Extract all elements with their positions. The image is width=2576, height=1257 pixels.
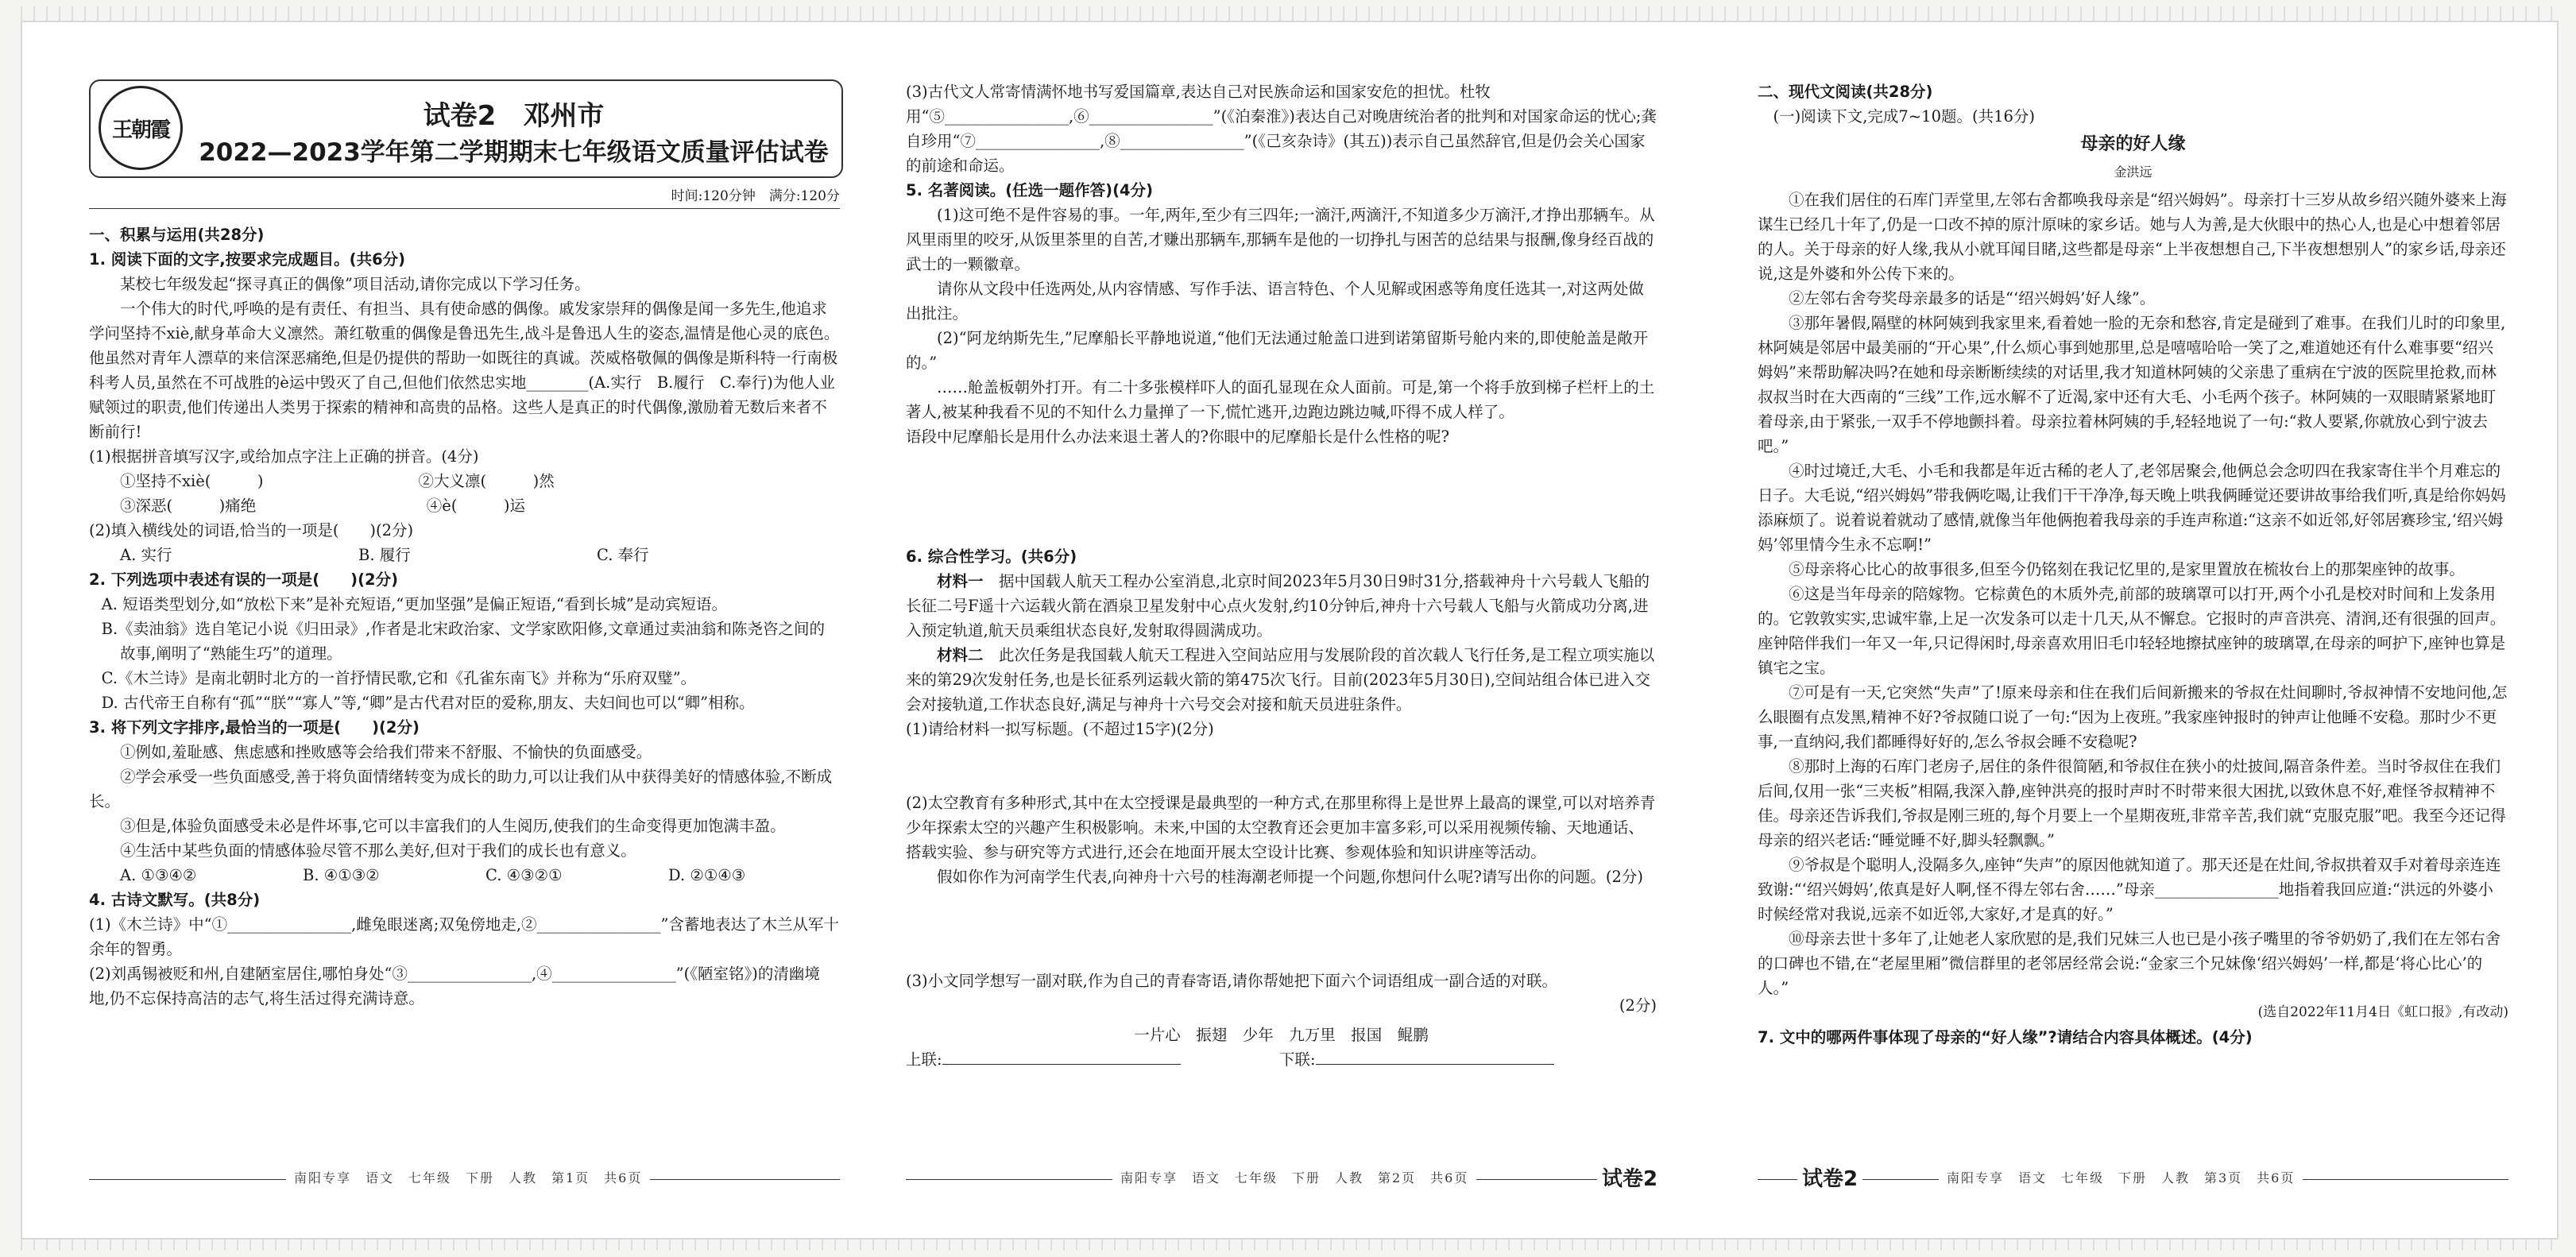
question-title: 3. 将下列文字排序,最恰当的一项是( )(2分) [89, 718, 420, 737]
sub-question: (1)《木兰诗》中“①________________,雌兔眼迷离;双兔傍地走,②________________”含蓄地表达了木兰从军十余年的智勇。 [89, 915, 840, 958]
section-heading: 一、积累与运用(共28分) [89, 226, 265, 244]
top-border-decoration [21, 6, 2555, 21]
sub-question: (1)请给材料一拟写标题。(不超过15字)(2分) [906, 720, 1214, 738]
essay-title: 母亲的好人缘 [2080, 134, 2186, 154]
exam-tag: 试卷2 [1797, 1162, 1862, 1192]
sub-question: (3)小文同学想写一副对联,作为自己的青春寄语,请你帮她把下面六个词语组成一副合适的对联。 [906, 972, 1558, 990]
option: A. ①③④② [120, 866, 197, 884]
answer-space[interactable] [906, 741, 1657, 791]
question-title: 6. 综合性学习。(共6分) [906, 547, 1077, 566]
essay-paragraph: ⑧那时上海的石库门老房子,居住的条件很简陋,和爷叔住在狭小的灶披间,隔音条件差。当时爷叔住在我们后间,仅用一张“三夹板”相隔,我深入静,座钟洪亮的报时声时不时带来很大困扰,以致休息不好,难怪爷叔精神不佳。母亲还告诉我们,爷叔是刚三班的,每个月要上一个星期夜班,非常辛苦,我们就“克服克服”吧。我至今还记得母亲的绍兴老话:“睡觉睡不好,脚头轻飘飘。” [1758, 757, 2506, 849]
option: B. 履行 [358, 546, 411, 564]
question-title: 2. 下列选项中表述有误的一项是( )(2分) [89, 570, 398, 589]
option: C. 奉行 [597, 546, 649, 564]
paragraph: 请你从文段中任选两处,从内容情感、写作手法、语言特色、个人见解或困惑等角度任选其一,对这两处做出批注。 [906, 280, 1644, 323]
essay-author: 金洪远 [2114, 164, 2152, 180]
sub-question: (2)刘禹锡被贬和州,自建陋室居住,哪怕身处“③________________,④________________”(《陋室铭》)的清幽境地,仍不忘保持高洁的志气,将生活过得充满诗意。 [89, 965, 820, 1008]
essay-paragraph: ④时过境迁,大毛、小毛和我都是年近古稀的老人了,老邻居聚会,他俩总会念叨四在我家寄住半个月难忘的日子。大毛说,“绍兴姆妈”带我俩吃喝,让我们干干净净,每天晚上哄我俩睡觉还要讲故事给我们听,真是给你妈妈添麻烦了。说着说着就动了感情,就像当年他俩抱着我母亲的手连声称道:“这亲不如近邻,好邻居赛珍宝,‘绍兴姆妈’邻里情今生永不忘啊!” [1758, 462, 2506, 554]
paragraph: 某校七年级发起“探寻真正的偶像”项目活动,请你完成以下学习任务。 [120, 275, 590, 293]
exam-header [89, 79, 843, 178]
sentence: ③但是,体验负面感受未必是件坏事,它可以丰富我们的人生阅历,使我们的生命变得更加饱满丰盈。 [120, 817, 786, 835]
paragraph: ……舱盖板朝外打开。有二十多张模样吓人的面孔显现在众人面前。可是,第一个将手放到梯子栏杆上的土著人,被某种我看不见的不知什么力量掸了一下,慌忙逃开,边跑边跳边喊,吓得不成人样了。 [906, 378, 1655, 421]
essay-paragraph: ⑤母亲将心比心的故事很多,但至今仍铭刻在我记忆里的,是家里置放在梳妆台上的那架座钟的故事。 [1789, 560, 2465, 578]
sub-question-item: ③深恶( )痛绝 ④è( )运 [120, 497, 525, 515]
sub-question: 假如你作为河南学生代表,向神舟十六号的桂海潮老师提一个问题,你想问什么呢?请写出你的问题。(2分) [937, 868, 1643, 886]
essay-paragraph: ⑦可是有一天,它突然“失声”了!原来母亲和住在我们后间新搬来的爷叔在灶间聊时,爷叔神情不安地问他,怎么眼圈有点发黑,精神不好?爷叔随口说了一句:“因为上夜班。”我家座钟报时的钟声让他睡不安稳。那时少不更事,一直纳闷,我们都睡得好好的,怎么爷叔会睡不安稳呢? [1758, 683, 2508, 751]
essay-paragraph: ①在我们居住的石库门弄堂里,左邻右舍都唤我母亲是“绍兴姆妈”。母亲打十三岁从故乡绍兴随外婆来上海谋生已经几十年了,仍是一口改不掉的原汁原味的家乡话。她与人为善,是大伙眼中的热心人,也是心中想着邻居的人。关于母亲的好人缘,我从小就耳闻目睹,这些都是母亲“上半夜想想自己,下半夜想想别人”的家乡话,母亲还说,这是外婆和外公传下来的。 [1758, 191, 2507, 283]
sentence: ①例如,羞耻感、焦虑感和挫败感等会给我们带来不舒服、不愉快的负面感受。 [120, 743, 652, 761]
exam-meta: 时间:120分钟 满分:120分 [671, 188, 840, 204]
exam-tag: 试卷2 [1597, 1162, 1662, 1192]
option: A. 短语类型划分,如“放松下来”是补充短语,“更加坚强”是偏正短语,“看到长城”是动宾短语。 [101, 595, 727, 613]
paragraph: 一个伟大的时代,呼唤的是有责任、有担当、具有使命感的偶像。戚发家崇拜的偶像是闻一多先生,他追求学问坚持不xiè,献身革命大义凛然。萧红敬重的偶像是鲁迅先生,战斗是鲁迅人生的姿态,温情是他心灵的底色。他虽然对青年人漂草的来信深恶痛绝,但是仍提供的帮助一如既往的真诚。茨威格敬佩的偶像是斯科特一行南极科考人员,虽然在不可战胜的è运中毁灭了自己,但他们依然忠实地________(A.实行 B.履行 C.奉行)为他人业赋领过的职责,他们传递出人类男于探索的精神和高贵的品格。这些人是真正的时代偶像,激励着无数后来者不断前行! [89, 300, 840, 441]
option: C. ④③②① [485, 866, 563, 884]
header-divider [89, 208, 840, 209]
sub-section-heading: (一)阅读下文,完成7~10题。(共16分) [1773, 107, 2036, 126]
footer-page-1: 南阳专享 语文 七年级 下册 人教 第1页 共6页 [286, 1168, 650, 1186]
answer-space[interactable] [906, 449, 1657, 544]
couplet-upper[interactable]: 上联: [906, 1047, 1279, 1072]
essay-paragraph: ⑨爷叔是个聪明人,没隔多久,座钟“失声”的原因他就知道了。那天还是在灶间,爷叔拱着双手对着母亲连连致谢:“‘绍兴姆妈’,侬真是好人啊,怪不得左邻右舍……”母亲________________地指着我回应道:“洪远的外婆小时候经常对我说,远亲不如近邻,大家好,才是真的好。” [1758, 856, 2501, 923]
material-1: 材料一 据中国载人航天工程办公室消息,北京时间2023年5月30日9时31分,搭载神舟十六号载人飞船的长征二号F遥十六运载火箭在酒泉卫星发射中心点火发射,约10分钟后,神舟十六号载人飞船与火箭成功分离,进入预定轨道,航天员乘组状态良好,发射取得圆满成功。 [906, 572, 1650, 640]
essay-paragraph: ③那年暑假,隔壁的林阿姨到我家里来,看着她一脸的无奈和愁容,肯定是碰到了难事。在我们儿时的印象里,林阿姨是邻居中最美丽的“开心果”,什么烦心事到她那里,总是嘻嘻哈哈一笑了之,难道她还有什么难事要“绍兴姆妈”来帮助解决吗?在她和母亲断断续续的对话里,我才知道林阿姨的父亲患了重病在宁波的医院里抢救,而林叔叔当时在大西南的“三线”工作,远水解不了近渴,家中还有大毛、小毛两个孩子。林阿姨的一双眼睛紧紧地盯着母亲,由于紧张,一双手不停地颤抖着。母亲拉着林阿姨的手,轻轻地说了一句:“救人要紧,你就放心到宁波去吧。” [1758, 314, 2506, 455]
column-2 [906, 79, 1657, 1072]
option: B.《卖油翁》选自笔记小说《归田录》,作者是北宋政治家、文学家欧阳修,文章通过卖油翁和陈尧咨之间的故事,阐明了“熟能生巧”的道理。 [101, 620, 826, 663]
option: D. ②①④③ [668, 866, 746, 884]
footer-page-3: 南阳专享 语文 七年级 下册 人教 第3页 共6页 [1939, 1168, 2303, 1186]
sentence: ②学会承受一些负面感受,善于将负面情绪转变为成长的助力,可以让我们从中获得美好的情感体验,不断成长。 [89, 768, 833, 810]
essay-paragraph: ②左邻右舍夸奖母亲最多的话是“‘绍兴姆妈’好人缘”。 [1789, 289, 2156, 307]
essay-source: (选自2022年11月4日《虹口报》,有改动) [2257, 1004, 2508, 1020]
question-title: 1. 阅读下面的文字,按要求完成题目。(共6分) [89, 250, 406, 269]
question-title: 5. 名著阅读。(任选一题作答)(4分) [906, 181, 1153, 199]
essay-paragraph: ⑥这是当年母亲的陪嫁物。它棕黄色的木质外壳,前部的玻璃罩可以打开,两个小孔是校对时间和上发条用的。它敦敦实实,忠诚牢靠,上足一次发条可以走十几天,从不懈怠。它报时的声音洪亮、清润,还有很强的回声。座钟陪伴我们一年又一年,只记得闲时,母亲喜欢用旧毛巾轻轻地擦拭座钟的玻璃罩,在母亲的呵护下,座钟也算是镇宅之宝。 [1758, 585, 2506, 677]
sub-question: (1)根据拼音填写汉字,或给加点字注上正确的拼音。(4分) [89, 447, 479, 466]
question-title: 4. 古诗文默写。(共8分) [89, 891, 261, 909]
publisher-logo-icon: 王朝霞 [99, 86, 183, 170]
sub-question: (2)填入横线处的词语,恰当的一项是( )(2分) [89, 521, 414, 540]
footer-page-2: 南阳专享 语文 七年级 下册 人教 第2页 共6页 [1112, 1168, 1476, 1186]
exam-title: 试卷2 邓州市 [423, 100, 605, 132]
essay-paragraph: ⑩母亲去世十多年了,让她老人家欣慰的是,我们兄妹三人也已是小孩子嘴里的爷爷奶奶了,我们在左邻右舍的口碑也不错,在“老屋里厢”微信群里的老邻居经常会说:“金家三个兄妹像‘绍兴姆妈’一样,都是‘将心比心’的人。” [1758, 930, 2501, 997]
paragraph: (2)“阿龙纳斯先生,”尼摩船长平静地说道,“他们无法通过舱盖口进到诺第留斯号舱内来的,即使舱盖是敞开的。” [906, 329, 1649, 372]
couplet-words: 一片心 振翅 少年 九万里 报国 鲲鹏 [1134, 1026, 1429, 1044]
section-heading: 二、现代文阅读(共28分) [1758, 83, 1933, 101]
paragraph: (1)这可绝不是件容易的事。一年,两年,至少有三四年;一滴汗,两滴汗,不知道多少万滴汗,才挣出那辆车。从风里雨里的咬牙,从饭里茶里的自苦,才赚出那辆车,那辆车是他的一切挣扎与困苦的总结果与报酬,像身经百战的武士的一颗徽章。 [906, 206, 1655, 273]
couplet-lower[interactable]: 下联: [1279, 1047, 1554, 1072]
option: D. 古代帝王自称有“孤”“朕”“寡人”等,“卿”是古代君对臣的爱称,朋友、夫妇间也可以“卿”相称。 [101, 694, 755, 712]
option: A. 实行 [120, 546, 172, 564]
points-label: (2分) [1619, 996, 1657, 1015]
sub-question: (3)古代文人常寄情满怀地书写爱国篇章,表达自己对民族命运和国家安危的担忧。杜牧用“⑤________________,⑥________________”(《泊秦淮》)表达自己对晚唐统治者的批判和对国家命运的忧心;龚自珍用“⑦________________,⑧________________”(《己亥杂诗》(其五))表示自己虽然辞官,但是仍会关心国家的前途和命运。 [906, 83, 1657, 175]
option: C.《木兰诗》是南北朝时北方的一首抒情民歌,它和《孔雀东南飞》并称为“乐府双璧”。 [101, 669, 697, 687]
options-row [89, 543, 840, 567]
options-row [89, 863, 840, 888]
sub-question: (2)太空教育有多种形式,其中在太空授课是最典型的一种方式,在那里称得上是世界上最高的课堂,可以对培养青少年探索太空的兴趣产生积极影响。未来,中国的太空教育还会更加丰富多彩,可以采用视频传输、天地通话、搭载实验、参与研究等方式进行,还会在地面开展太空设计比赛、参观体验和知识讲座等活动。 [906, 794, 1656, 861]
answer-space[interactable] [906, 889, 1657, 969]
couplet-lines [906, 1047, 1657, 1072]
question-title: 7. 文中的哪两件事体现了母亲的“好人缘”?请结合内容具体概述。(4分) [1758, 1028, 2253, 1046]
option: B. ④①③② [303, 866, 380, 884]
paragraph: 语段中尼摩船长是用什么办法来退土著人的?你眼中的尼摩船长是什么性格的呢? [906, 427, 1449, 446]
sentence: ④生活中某些负面的情感体验尽管不那么美好,但对于我们的成长也有意义。 [120, 841, 636, 860]
material-2: 材料二 此次任务是我国载人航天工程进入空间站应用与发展阶段的首次载人飞行任务,是工程立项实施以来的第29次发射任务,也是长征系列运载火箭的第475次飞行。目前(2023年5月30日),空间站组合体已进入交会对接轨道,工作状态良好,满足与神舟十六号交会对接和航天员进驻条件。 [906, 646, 1655, 714]
column-3 [1758, 79, 2508, 1050]
column-1 [89, 222, 840, 1011]
sub-question-item: ①坚持不xiè( ) ②大义凛( )然 [120, 472, 555, 490]
exam-subtitle: 2022—2023学年第二学期期末七年级语文质量评估试卷 [199, 138, 829, 167]
